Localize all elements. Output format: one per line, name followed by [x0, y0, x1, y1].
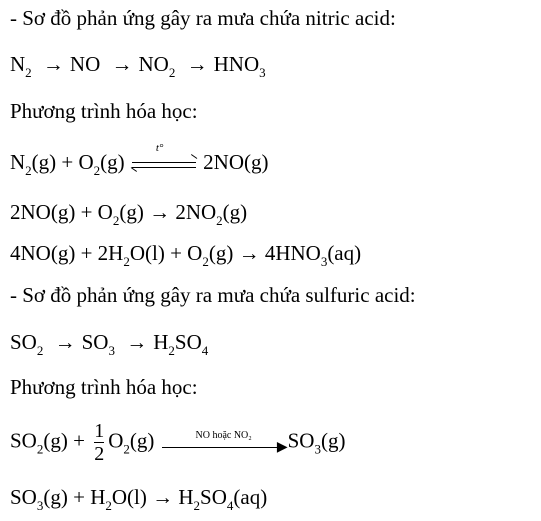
- scheme-sulfuric: $SO_2 \to SO_3 \to H_2SO_4$: [10, 330, 209, 358]
- arrow: →: [54, 330, 76, 354]
- species: NO: [138, 52, 169, 76]
- species: HNO: [213, 52, 260, 76]
- species: NO: [69, 52, 101, 76]
- equilibrium-arrow: [132, 142, 196, 174]
- arrow: →: [111, 52, 133, 76]
- arrow: →: [186, 52, 208, 76]
- reaction-arrow: NO hoặc NO₂ ▶: [162, 430, 286, 456]
- equation-n2-o2: $N_2(g) + O_2(g)$ t° 2NO(g): [10, 142, 269, 178]
- equation-so2-o2: $SO_2(g)$ + $\frac{1}{2}$ $O_2(g)$ NO hoặc NO₂ ▶ $SO_3(g)$: [10, 420, 346, 465]
- equation-no-o2: $2NO(g) + O_2(g) \to 2NO_2(g)$: [10, 200, 248, 228]
- heading-sulfuric-scheme: - Sơ đồ phản ứng gây ra mưa chứa sulfuric acid:: [10, 283, 416, 307]
- fraction-one-half: $\frac{1}{2}$: [94, 420, 105, 465]
- heading-equations-2: Phương trình hóa học:: [10, 375, 198, 399]
- heading-nitric-scheme: - Sơ đồ phản ứng gây ra mưa chứa nitric acid:: [10, 6, 396, 30]
- arrow: →: [42, 52, 64, 76]
- reaction-condition: NO hoặc NO₂: [195, 429, 252, 441]
- arrow: →: [126, 330, 148, 354]
- equation-h2so4: $SO_3(g) + H_2O(l) \to H_2SO_4(aq)$: [10, 485, 268, 513]
- scheme-nitric: $N_2$ → NO → $NO_2 \to HNO_3$: [10, 52, 266, 80]
- reaction-condition: t°: [155, 142, 164, 155]
- species: N: [10, 52, 26, 76]
- heading-equations-1: Phương trình hóa học:: [10, 99, 198, 123]
- equation-hno3: $4NO(g) + 2H_2O(l) + O_2(g) \to 4HNO_3(aq)$: [10, 241, 362, 269]
